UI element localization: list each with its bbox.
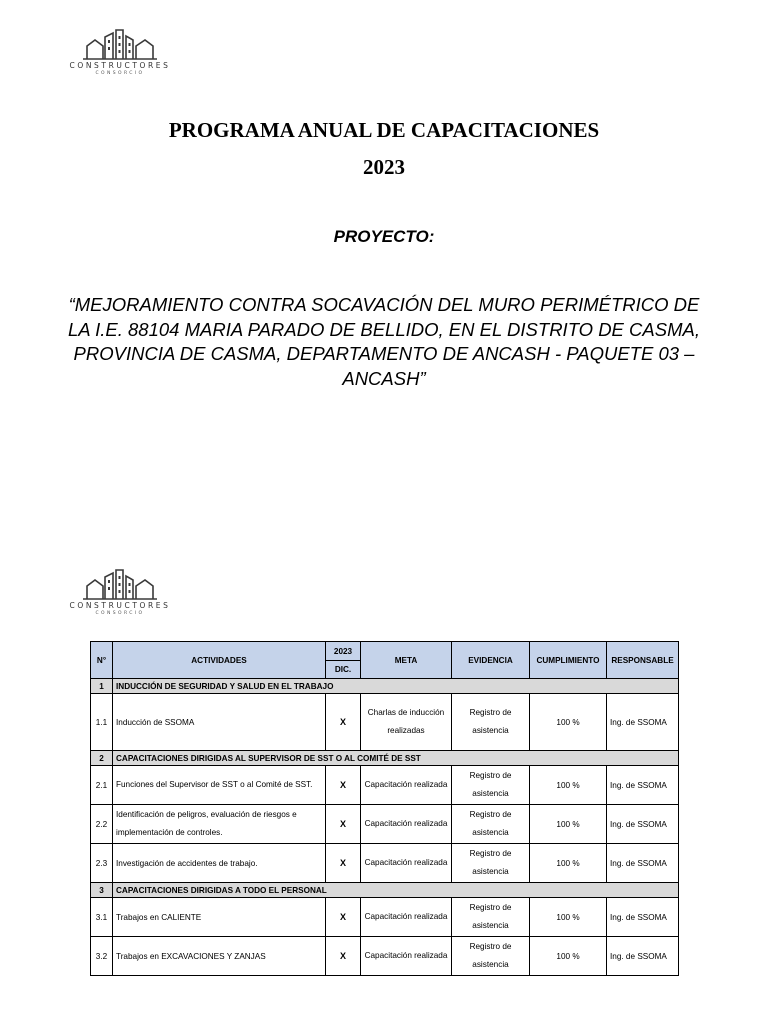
row-evidence: Registro de asistencia bbox=[469, 849, 512, 876]
buildings-logo-icon bbox=[83, 568, 157, 600]
row-num: 3.2 bbox=[91, 937, 113, 976]
table-header-row bbox=[91, 642, 679, 661]
row-responsible: Ing. de SSOMA bbox=[607, 844, 679, 883]
section-num: 3 bbox=[91, 883, 113, 898]
document-title: PROGRAMA ANUAL DE CAPACITACIONES bbox=[168, 118, 600, 142]
header-month: DIC. bbox=[326, 661, 361, 679]
logo-brand-text: CONSTRUCTORES bbox=[69, 61, 171, 70]
row-activity: Identificación de peligros, evaluación de riesgos e implementación de controles. bbox=[116, 810, 297, 837]
section-num: 1 bbox=[91, 679, 113, 694]
row-meta: Capacitación realizada bbox=[364, 780, 448, 789]
header-responsable: RESPONSABLE bbox=[607, 642, 679, 679]
logo-sub-text: CONSORCIO bbox=[95, 611, 145, 616]
section-row bbox=[91, 883, 679, 898]
row-compliance: 100 % bbox=[530, 766, 607, 805]
header-year: 2023 bbox=[326, 642, 361, 661]
table-row bbox=[91, 805, 679, 844]
header-meta: META bbox=[361, 642, 452, 679]
row-activity: Funciones del Supervisor de SST o al Comité de SST. bbox=[116, 780, 313, 789]
logo-sub-text: CONSORCIO bbox=[95, 71, 145, 76]
row-mark: X bbox=[326, 805, 361, 844]
row-meta: Capacitación realizada bbox=[364, 951, 448, 960]
section-num: 2 bbox=[91, 751, 113, 766]
table-row bbox=[91, 694, 679, 751]
row-responsible: Ing. de SSOMA bbox=[607, 898, 679, 937]
logo-brand-text: CONSTRUCTORES bbox=[69, 601, 171, 610]
section-title: CAPACITACIONES DIRIGIDAS A TODO EL PERSONAL bbox=[113, 883, 679, 898]
row-meta: Capacitación realizada bbox=[364, 912, 448, 921]
section-title: INDUCCIÓN DE SEGURIDAD Y SALUD EN EL TRABAJO bbox=[113, 679, 679, 694]
row-activity: Investigación de accidentes de trabajo. bbox=[113, 844, 326, 883]
row-num: 2.1 bbox=[91, 766, 113, 805]
row-evidence: Registro de asistencia bbox=[469, 771, 512, 798]
row-compliance: 100 % bbox=[530, 898, 607, 937]
row-meta: Charlas de inducción realizadas bbox=[367, 708, 445, 735]
row-num: 2.3 bbox=[91, 844, 113, 883]
proyecto-label: PROYECTO: bbox=[333, 227, 435, 246]
row-evidence: Registro de asistencia bbox=[469, 903, 512, 930]
row-mark: X bbox=[326, 844, 361, 883]
row-mark: X bbox=[326, 937, 361, 976]
section-row bbox=[91, 679, 679, 694]
row-mark: X bbox=[326, 694, 361, 751]
header-evidencia: EVIDENCIA bbox=[452, 642, 530, 679]
table-row bbox=[91, 898, 679, 937]
header-num: N° bbox=[91, 642, 113, 679]
header-cumplimiento: CUMPLIMIENTO bbox=[530, 642, 607, 679]
row-activity: Trabajos en CALIENTE bbox=[113, 898, 326, 937]
table-row bbox=[91, 844, 679, 883]
row-activity: Inducción de SSOMA bbox=[113, 694, 326, 751]
row-responsible: Ing. de SSOMA bbox=[607, 694, 679, 751]
row-mark: X bbox=[326, 766, 361, 805]
buildings-logo-icon bbox=[83, 28, 157, 60]
row-responsible: Ing. de SSOMA bbox=[607, 937, 679, 976]
header-actividades: ACTIVIDADES bbox=[113, 642, 326, 679]
row-mark: X bbox=[326, 898, 361, 937]
project-name: “MEJORAMIENTO CONTRA SOCAVACIÓN DEL MURO PERIMÉTRICO DE LA I.E. 88104 MARIA PARADO DE BELLIDO, EN EL DISTRITO DE CASMA, PROVINCIA DE CASMA, DEPARTAMENTO DE ANCASH - PAQUETE 03 – ANCASH” bbox=[68, 294, 700, 389]
row-evidence: Registro de asistencia bbox=[469, 942, 512, 969]
company-logo bbox=[64, 28, 176, 82]
row-meta: Capacitación realizada bbox=[364, 819, 448, 828]
row-responsible: Ing. de SSOMA bbox=[607, 805, 679, 844]
section-row bbox=[91, 751, 679, 766]
document-year: 2023 bbox=[363, 155, 405, 179]
row-compliance: 100 % bbox=[530, 694, 607, 751]
row-evidence: Registro de asistencia bbox=[469, 810, 512, 837]
row-compliance: 100 % bbox=[530, 937, 607, 976]
row-num: 1.1 bbox=[91, 694, 113, 751]
training-plan-table bbox=[90, 641, 679, 976]
row-evidence: Registro de asistencia bbox=[469, 708, 512, 735]
table-row bbox=[91, 937, 679, 976]
row-compliance: 100 % bbox=[530, 844, 607, 883]
row-responsible: Ing. de SSOMA bbox=[607, 766, 679, 805]
row-meta: Capacitación realizada bbox=[364, 858, 448, 867]
company-logo-secondary bbox=[64, 568, 176, 622]
row-num: 2.2 bbox=[91, 805, 113, 844]
row-activity: Trabajos en EXCAVACIONES Y ZANJAS bbox=[113, 937, 326, 976]
table-row bbox=[91, 766, 679, 805]
row-num: 3.1 bbox=[91, 898, 113, 937]
row-compliance: 100 % bbox=[530, 805, 607, 844]
section-title: CAPACITACIONES DIRIGIDAS AL SUPERVISOR DE SST O AL COMITÉ DE SST bbox=[113, 751, 679, 766]
